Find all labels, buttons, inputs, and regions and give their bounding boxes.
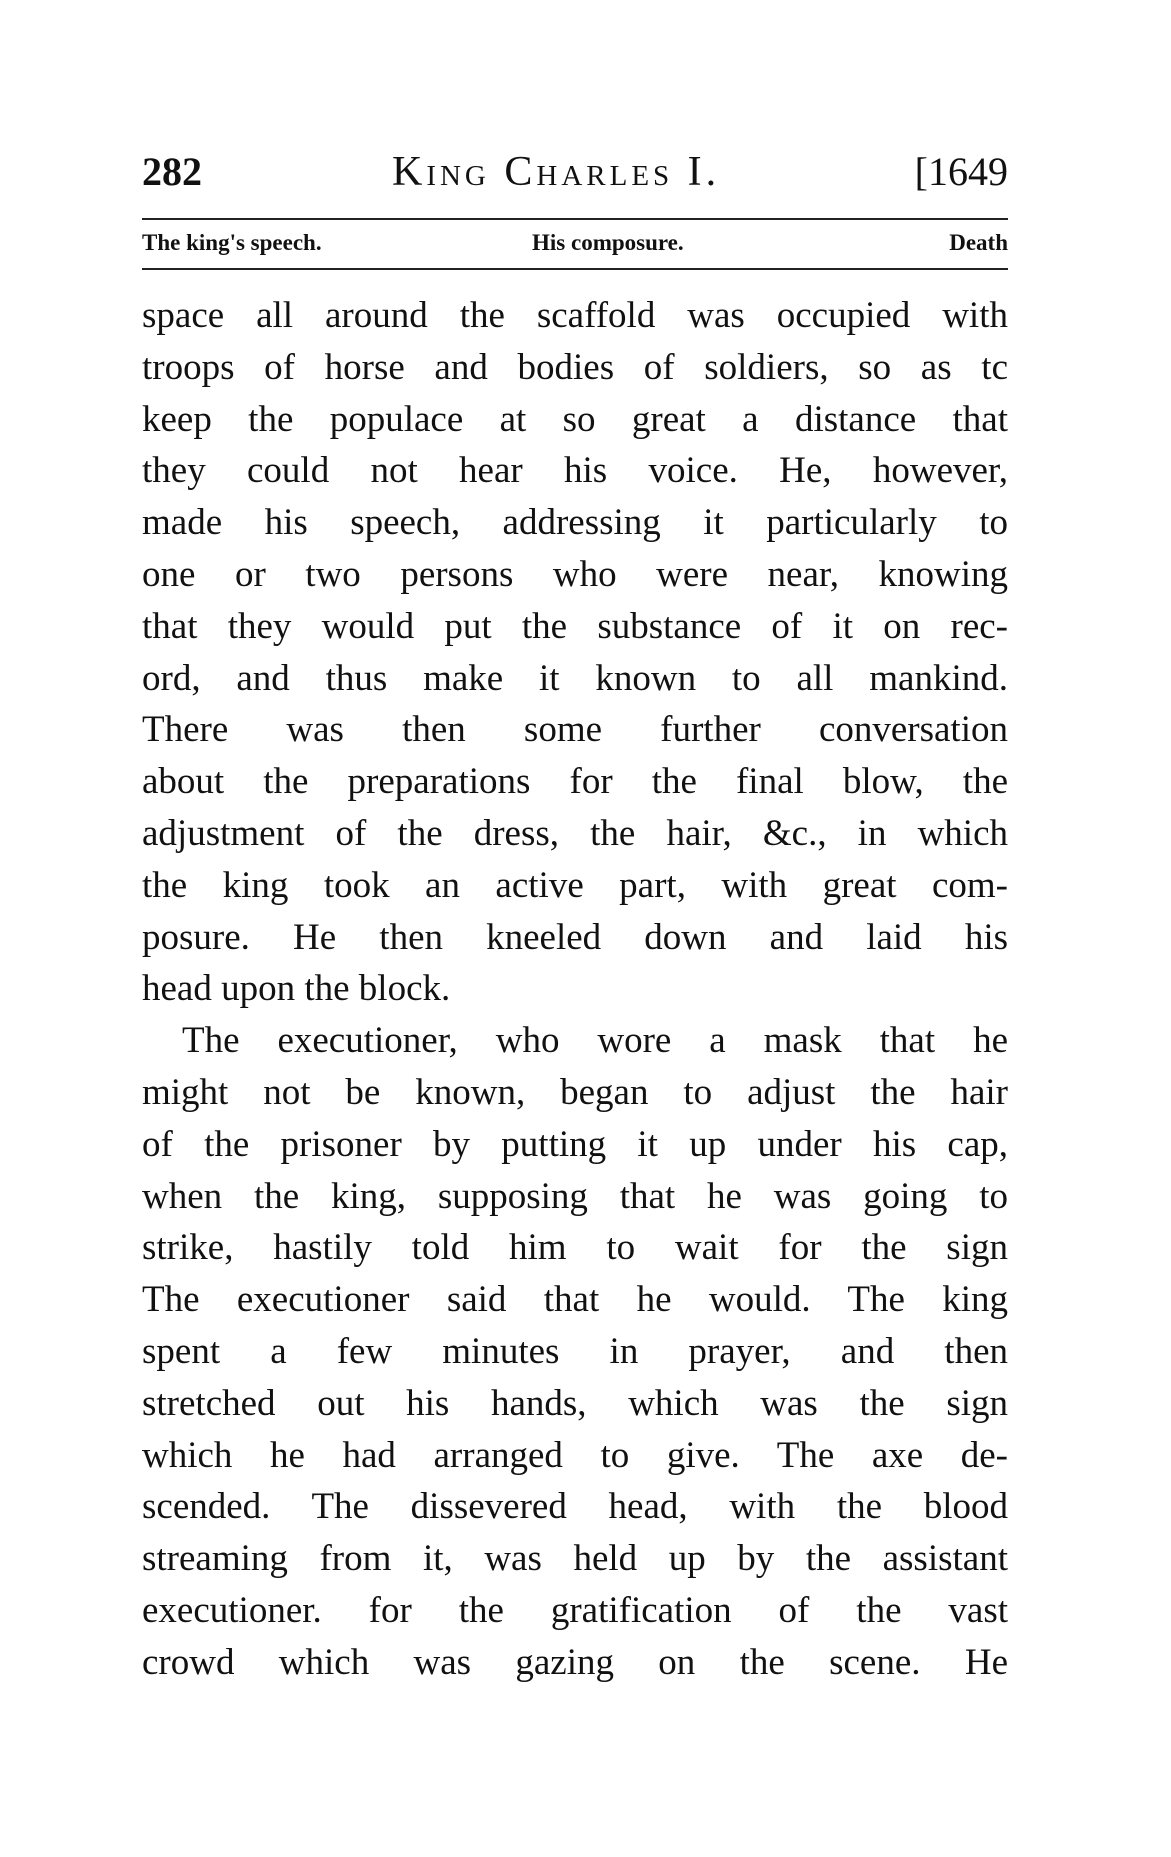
side-notes xyxy=(142,230,1008,260)
header-rule-top xyxy=(142,218,1008,220)
text-line: one or two persons who were near, knowing xyxy=(142,553,1008,595)
text-line: made his speech, addressing it particularly to xyxy=(142,502,1008,544)
text-line: posure. He then kneeled down and laid his xyxy=(142,916,1008,958)
text-line: streaming from it, was held up by the assistant xyxy=(142,1538,1008,1580)
text-line: the king took an active part, with great com- xyxy=(142,864,1008,906)
text-line: adjustment of the dress, the hair, &c., in which xyxy=(142,812,1008,854)
text-line: that they would put the substance of it on rec- xyxy=(142,605,1008,647)
running-title: King Charles I. xyxy=(392,149,721,195)
header-rule-bottom xyxy=(142,268,1008,270)
text-line: strike, hastily told him to wait for the sign xyxy=(142,1227,1008,1269)
year-marker: [1649 xyxy=(914,149,1008,194)
text-line: troops of horse and bodies of soldiers, so as tc xyxy=(142,346,1008,388)
text-line: crowd which was gazing on the scene. He xyxy=(142,1641,1008,1683)
side-note: Death xyxy=(949,230,1008,255)
text-line: stretched out his hands, which was the sign xyxy=(142,1382,1008,1424)
text-line: about the preparations for the final blow, the xyxy=(142,761,1008,803)
text-line: head upon the block. xyxy=(142,968,451,1010)
text-line: spent a few minutes in prayer, and then xyxy=(142,1330,1008,1372)
text-line: executioner. for the gratification of the vast xyxy=(142,1589,1008,1631)
text-line: keep the populace at so great a distance that xyxy=(142,398,1008,440)
page-number: 282 xyxy=(142,149,202,194)
text-line: they could not hear his voice. He, however, xyxy=(142,450,1008,492)
running-header xyxy=(142,148,1008,198)
text-line: which he had arranged to give. The axe de- xyxy=(142,1434,1008,1476)
side-note: The king's speech. xyxy=(142,230,322,255)
body-text xyxy=(142,290,1008,1689)
text-line: The executioner, who wore a mask that he xyxy=(182,1020,1008,1062)
text-line: The executioner said that he would. The king xyxy=(142,1279,1008,1321)
text-line: might not be known, began to adjust the hair xyxy=(142,1071,1008,1113)
text-line: ord, and thus make it known to all mankind. xyxy=(142,657,1008,699)
text-line: of the prisoner by putting it up under his cap, xyxy=(142,1123,1008,1165)
text-line: when the king, supposing that he was going to xyxy=(142,1175,1008,1217)
text-line: space all around the scaffold was occupied with xyxy=(142,295,1008,336)
side-note: His composure. xyxy=(532,230,684,255)
text-line: scended. The dissevered head, with the blood xyxy=(142,1486,1008,1528)
text-line: There was then some further conversation xyxy=(142,709,1008,751)
